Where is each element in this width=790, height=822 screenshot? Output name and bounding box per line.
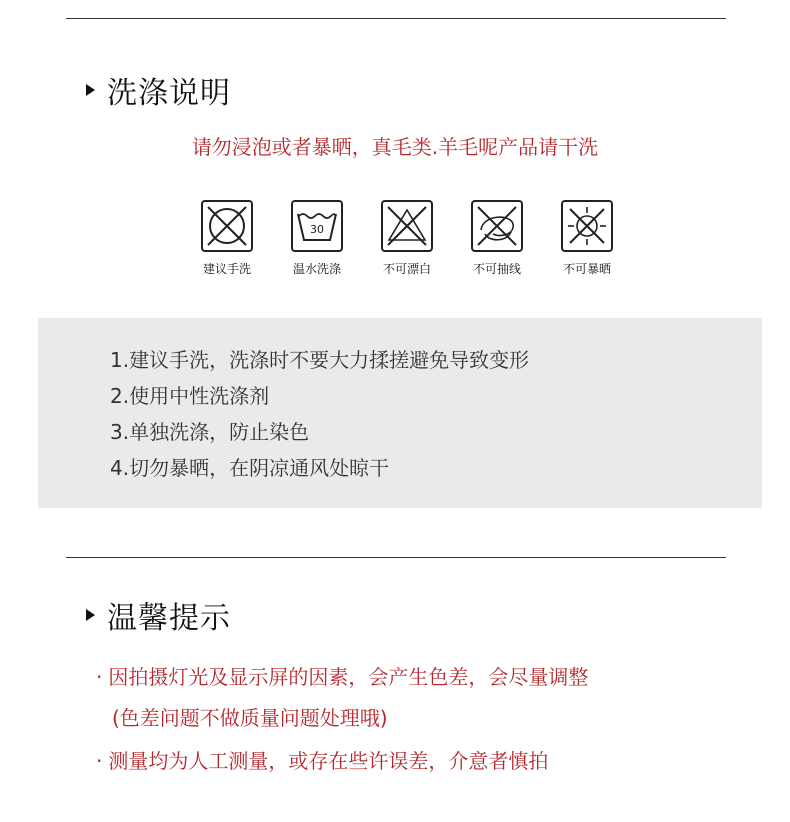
care-item-no-sun xyxy=(542,200,632,277)
notice-item xyxy=(96,661,588,690)
wash-tips-list xyxy=(110,342,529,486)
wash-section-header xyxy=(86,68,231,112)
tip-item: 3.单独洗涤，防止染色 xyxy=(110,420,310,444)
care-label-no-sun: 不可暴晒 xyxy=(562,262,611,276)
care-label-hand-wash: 建议手洗 xyxy=(202,262,251,276)
care-label-no-bleach: 不可漂白 xyxy=(382,262,431,276)
bullet-dot-icon: · xyxy=(96,665,103,689)
notice-section-header xyxy=(86,593,231,637)
warm-water-wash-icon xyxy=(291,200,343,252)
bullet-dot-icon: · xyxy=(96,749,103,773)
care-item-hand-wash xyxy=(182,200,272,277)
wash-temperature-text: 30 xyxy=(310,223,324,236)
wash-warning-subtitle: 请勿浸泡或者暴晒，真毛类.羊毛呢产品请干洗 xyxy=(191,135,599,159)
tip-item: 2.使用中性洗涤剂 xyxy=(110,384,270,408)
no-sun-dry-icon xyxy=(561,200,613,252)
hand-wash-not-allowed-icon xyxy=(201,200,253,252)
notice-item xyxy=(96,745,548,774)
wash-section-title: 洗涤说明 xyxy=(107,76,231,111)
tip-item: 4.切勿暴晒，在阴凉通风处晾干 xyxy=(110,456,390,480)
no-wring-icon xyxy=(471,200,523,252)
notice-item-continued xyxy=(112,702,388,731)
care-label-warm-water: 温水洗涤 xyxy=(292,262,341,276)
triangle-bullet-icon xyxy=(86,84,95,96)
notice-text: 因拍摄灯光及显示屏的因素，会产生色差，会尽量调整 xyxy=(108,665,589,689)
triangle-bullet-icon xyxy=(86,609,95,621)
top-divider xyxy=(66,18,726,19)
notice-text: (色差问题不做质量问题处理哦) xyxy=(112,706,388,730)
tip-item: 1.建议手洗，洗涤时不要大力揉搓避免导致变形 xyxy=(110,348,530,372)
notice-text: 测量均为人工测量，或存在些许误差，介意者慎拍 xyxy=(108,749,549,773)
care-icons-row xyxy=(182,200,632,277)
care-item-no-wring xyxy=(452,200,542,277)
middle-divider xyxy=(66,557,726,558)
care-label-no-wring: 不可抽线 xyxy=(472,262,521,276)
no-bleach-icon xyxy=(381,200,433,252)
notice-section-title: 温馨提示 xyxy=(107,601,231,636)
care-item-no-bleach xyxy=(362,200,452,277)
care-item-warm-water xyxy=(272,200,362,277)
